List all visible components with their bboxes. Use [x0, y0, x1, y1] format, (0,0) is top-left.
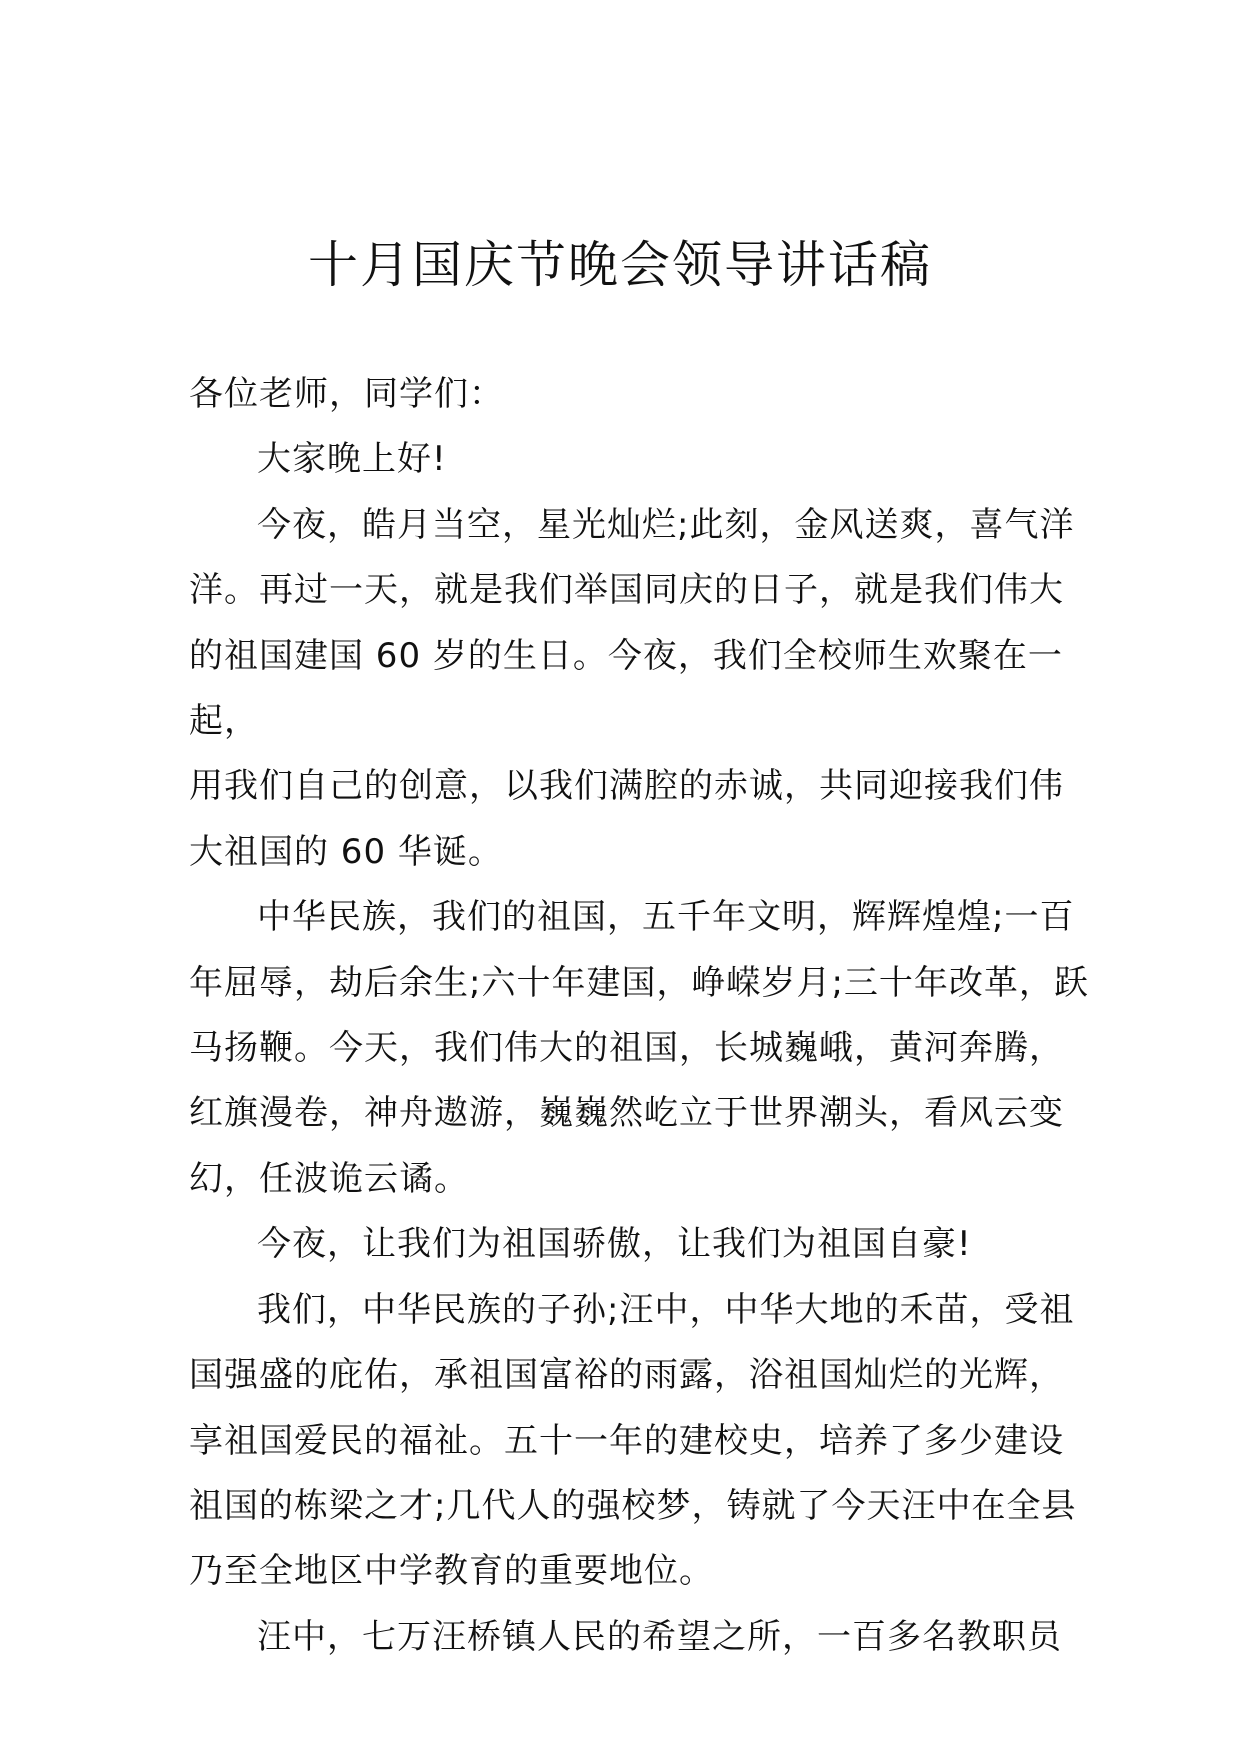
paragraph	[189, 493, 1129, 885]
paragraph	[189, 1278, 1129, 1605]
text-line: 大家晚上好!	[257, 439, 447, 480]
text-line: 洋。再过一天，就是我们举国同庆的日子，就是我们伟大	[189, 570, 1064, 611]
text-line: 国强盛的庇佑，承祖国富裕的雨露，浴祖国灿烂的光辉，	[189, 1355, 1064, 1396]
text-line: 中华民族，我们的祖国，五千年文明，辉辉煌煌;一百	[257, 897, 1075, 938]
text-line: 各位老师，同学们：	[189, 374, 504, 414]
document-body	[189, 362, 1129, 1670]
text-line: 乃至全地区中学教育的重要地位。	[189, 1551, 714, 1592]
text-line: 幻，任波诡云谲。	[189, 1158, 469, 1199]
paragraph	[189, 427, 1129, 492]
paragraph	[189, 885, 1129, 1212]
document-title: 十月国庆节晚会领导讲话稿	[308, 236, 932, 294]
text-line: 红旗漫卷，神舟遨游，巍巍然屹立于世界潮头，看风云变	[189, 1093, 1064, 1134]
text-line: 享祖国爱民的福祉。五十一年的建校史，培养了多少建设	[189, 1420, 1064, 1461]
text-line: 用我们自己的创意，以我们满腔的赤诚，共同迎接我们伟	[189, 766, 1064, 807]
text-line: 今夜，让我们为祖国骄傲，让我们为祖国自豪!	[257, 1224, 972, 1265]
paragraph	[189, 1605, 1129, 1670]
paragraph	[189, 1212, 1129, 1277]
text-line: 马扬鞭。今天，我们伟大的祖国，长城巍峨，黄河奔腾，	[189, 1028, 1064, 1069]
text-line: 年屈辱，劫后余生;六十年建国，峥嵘岁月;三十年改革，跃	[189, 962, 1089, 1003]
text-line: 今夜，皓月当空，星光灿烂;此刻，金风送爽，喜气洋	[257, 504, 1075, 545]
text-line: 我们，中华民族的子孙;汪中，中华大地的禾苗，受祖	[257, 1289, 1075, 1330]
paragraph	[189, 362, 1129, 427]
text-line: 的祖国建国 60 岁的生日。今夜，我们全校师生欢聚在一起，	[189, 635, 1063, 742]
text-line: 祖国的栋梁之才;几代人的强校梦，铸就了今天汪中在全县	[189, 1485, 1077, 1526]
text-line: 汪中，七万汪桥镇人民的希望之所，一百多名教职员	[257, 1616, 1062, 1657]
text-line: 大祖国的 60 华诞。	[189, 831, 503, 872]
